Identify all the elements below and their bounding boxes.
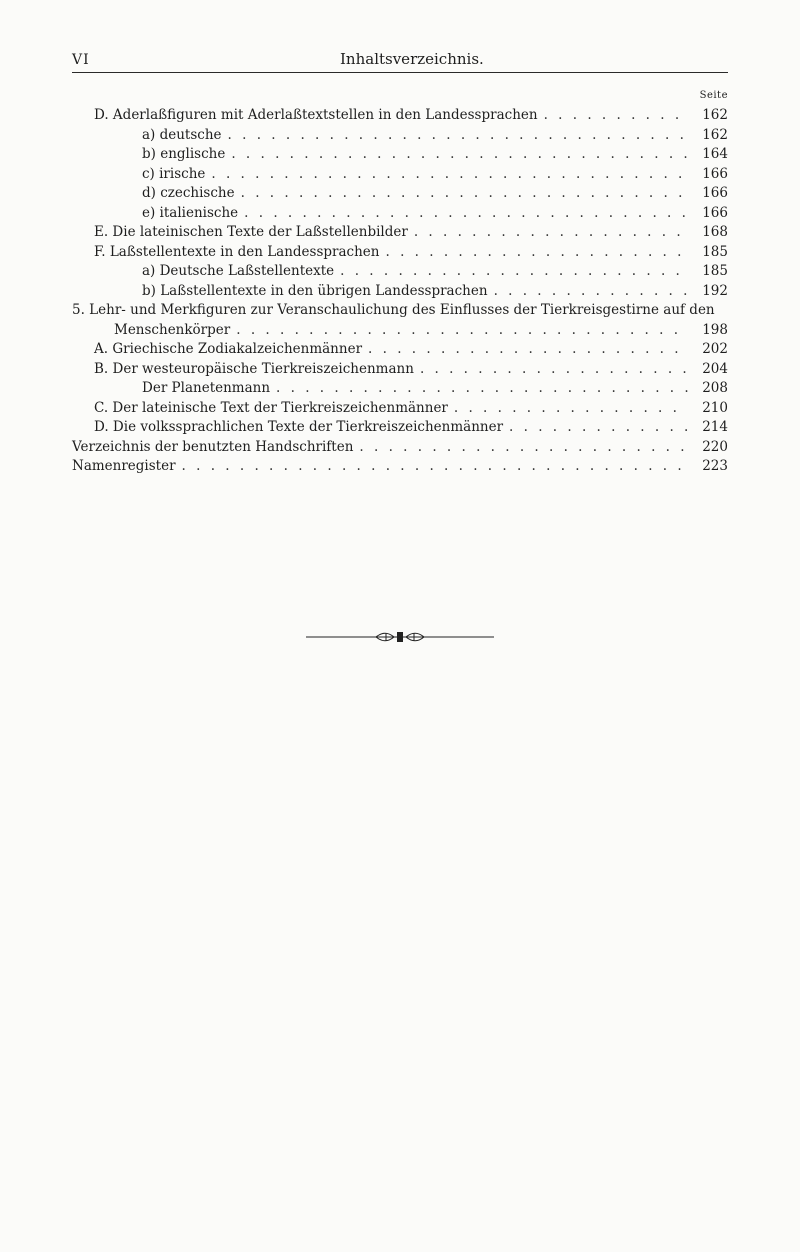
toc-entry <box>72 399 728 419</box>
toc-entry <box>72 223 728 243</box>
toc-entry-page: 202 <box>702 341 728 357</box>
toc-entry-page: 220 <box>702 438 728 455</box>
toc-entry <box>72 282 728 302</box>
dot-leader <box>368 340 688 360</box>
toc-entry <box>72 165 728 185</box>
dot-leader <box>544 106 688 126</box>
toc-entry-page: 192 <box>702 282 728 299</box>
running-header <box>72 48 728 73</box>
toc-entry-page: 162 <box>702 107 728 123</box>
toc-entry <box>72 438 728 458</box>
dot-leader <box>454 399 688 419</box>
toc-entry-label: E. Die lateinischen Texte der Laßstellenbilder <box>94 224 408 240</box>
running-title: Inhaltsverzeichnis. <box>340 50 484 68</box>
toc-entry <box>72 145 728 165</box>
toc-entry-page: 214 <box>702 419 728 435</box>
toc-entry-label: b) Laßstellentexte in den übrigen Landessprachen <box>142 282 488 299</box>
dot-leader <box>414 223 688 243</box>
toc-entry-page: 185 <box>702 263 728 279</box>
toc-entry-page: 185 <box>702 243 728 260</box>
ornament-icon <box>306 630 494 644</box>
toc-entry-label: a) deutsche <box>142 126 222 143</box>
toc-entry-page: 166 <box>702 165 728 182</box>
toc-entry <box>72 126 728 146</box>
toc-entry <box>72 204 728 224</box>
dot-leader <box>340 262 688 282</box>
toc-entry-page: 162 <box>702 126 728 143</box>
toc-entry <box>72 379 728 399</box>
toc-entry <box>72 418 728 438</box>
dot-leader <box>385 243 688 263</box>
dot-leader <box>228 126 688 146</box>
toc-entry <box>72 243 728 263</box>
toc-entry-page: 166 <box>702 185 728 201</box>
toc-entry-label: C. Der lateinische Text der Tierkreiszeichenmänner <box>94 399 448 416</box>
toc-entry-label: F. Laßstellentexte in den Landessprachen <box>94 243 380 260</box>
table-of-contents <box>72 106 728 477</box>
toc-entry-page: 223 <box>702 458 728 474</box>
toc-entry-label: e) italienische <box>142 204 239 221</box>
toc-entry-label: Namenregister <box>72 458 176 474</box>
toc-entry-page: 198 <box>702 321 728 338</box>
dot-leader <box>509 418 688 438</box>
toc-entry-label: D. Die volkssprachlichen Texte der Tierkreiszeichenmänner <box>94 419 504 435</box>
dot-leader <box>182 457 688 477</box>
toc-entry <box>72 106 728 126</box>
toc-entry-page: 204 <box>702 360 728 377</box>
toc-entry-label: Verzeichnis der benutzten Handschriften <box>72 438 354 455</box>
dot-leader <box>420 360 688 380</box>
page-column-header: Seite <box>699 90 728 101</box>
toc-entry-label: a) Deutsche Laßstellentexte <box>142 263 335 279</box>
toc-entry-label: d) czechische <box>142 185 235 201</box>
toc-entry <box>72 360 728 380</box>
dot-leader <box>211 165 688 185</box>
toc-entry-label: A. Griechische Zodiakalzeichenmänner <box>94 341 363 357</box>
toc-entry-page: 208 <box>702 380 728 396</box>
dot-leader <box>359 438 688 458</box>
toc-entry-label: Der Planetenmann <box>142 380 271 396</box>
toc-entry-label: Menschenkörper <box>114 321 231 338</box>
toc-entry <box>72 262 728 282</box>
toc-entry-label: c) irische <box>142 165 206 182</box>
toc-entry-multiline-first <box>72 301 728 321</box>
toc-entry-page: 210 <box>702 399 728 416</box>
toc-entry-page: 168 <box>702 224 728 240</box>
toc-entry-page: 166 <box>702 204 728 221</box>
toc-entry <box>72 184 728 204</box>
dot-leader <box>241 184 688 204</box>
toc-entry-page: 164 <box>702 146 728 162</box>
toc-entry-multiline-second <box>72 321 728 341</box>
dot-leader <box>231 145 688 165</box>
dot-leader <box>236 321 688 341</box>
dot-leader <box>276 379 688 399</box>
dot-leader <box>494 282 688 302</box>
ornamental-divider <box>306 630 494 644</box>
toc-entry-label: B. Der westeuropäische Tierkreiszeichenmann <box>94 360 414 377</box>
toc-entry-label: 5. Lehr- und Merkfiguren zur Veranschaulichung des Einflusses der Tierkreisgestirne auf den <box>72 302 715 318</box>
toc-entry-label: D. Aderlaßfiguren mit Aderlaßtextstellen in den Landessprachen <box>94 107 538 123</box>
toc-entry <box>72 457 728 477</box>
toc-entry-label: b) englische <box>142 146 226 162</box>
page-number: VI <box>72 52 90 68</box>
toc-entry <box>72 340 728 360</box>
dot-leader <box>244 204 688 224</box>
